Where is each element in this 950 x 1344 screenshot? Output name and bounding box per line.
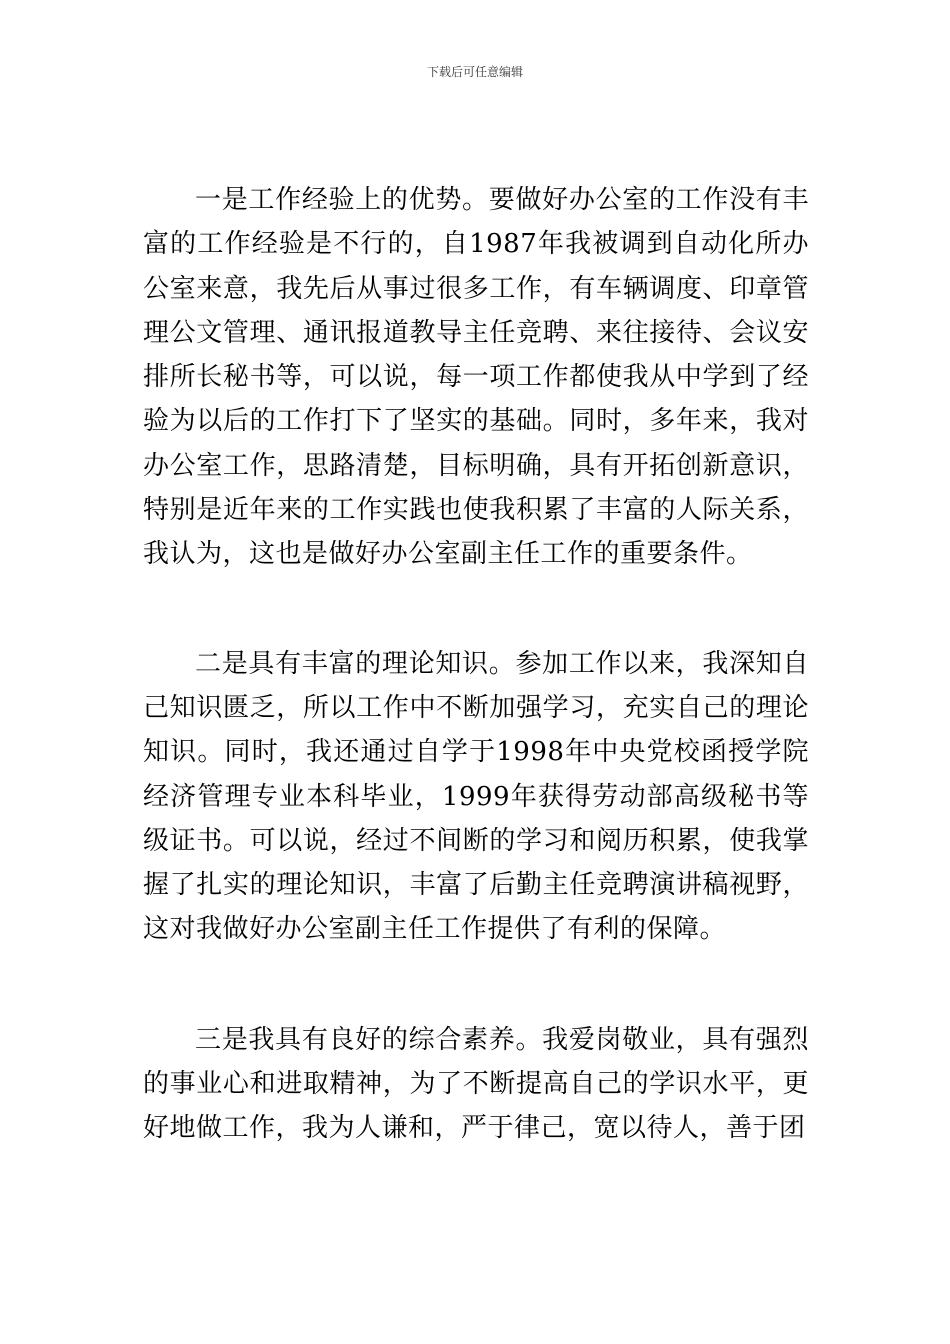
paragraph-2: 二是具有丰富的理论知识。参加工作以来，我深知自己知识匮乏，所以工作中不断加强学习，充实自己的理论知识。同时，我还通过自学于1998年中央党校函授学院经济管理专业本科毕业，1999年获得劳动部高级秘书等级证书。可以说，经过不间断的学习和阅历积累，使我掌握了扎实的理论知识，丰富了后勤主任竞聘演讲稿视野，这对我做好办公室副主任工作提供了有利的保障。	[143, 648, 809, 945]
paragraph-1: 一是工作经验上的优势。要做好办公室的工作没有丰富的工作经验是不行的，自1987年我被调到自动化所办公室来意，我先后从事过很多工作，有车辆调度、印章管理公文管理、通讯报道教导主任竞聘、来往接待、会议安排所长秘书等，可以说，每一项工作都使我从中学到了经验为以后的工作打下了坚实的基础。同时，多年来，我对办公室工作，思路清楚，目标明确，具有开拓创新意识，特别是近年来的工作实践也使我积累了丰富的人际关系，我认为，这也是做好办公室副主任工作的重要条件。	[143, 185, 809, 570]
paragraph-3: 三是我具有良好的综合素养。我爱岗敬业，具有强烈的事业心和进取精神，为了不断提高自己的学识水平，更好地做工作，我为人谦和，严于律己，宽以待人，善于团	[143, 1024, 809, 1144]
document-body	[143, 178, 809, 1151]
page-header: 下载后可任意编辑	[426, 65, 523, 79]
